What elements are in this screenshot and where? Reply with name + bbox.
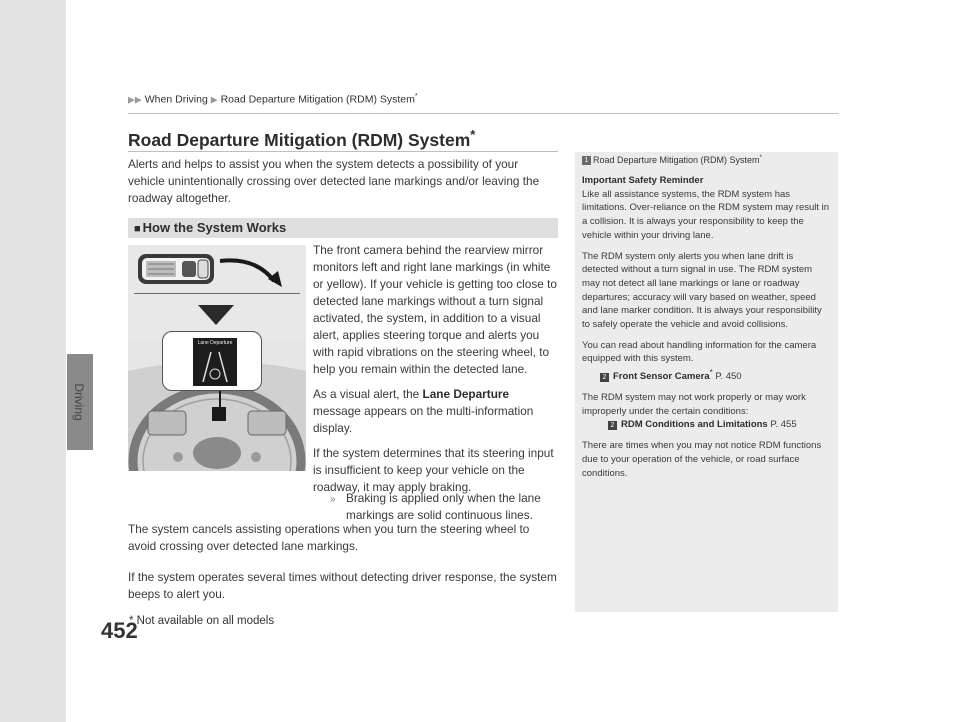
cancel-paragraph: The system cancels assisting operations when you turn the steering wheel to avoid crossing over detected lane markings.: [128, 522, 530, 553]
side-tab-label: Driving: [72, 383, 86, 421]
repeat-paragraph: If the system operates several times without detecting driver response, the system beeps to alert you.: [128, 570, 557, 601]
safety-reminder-text: Like all assistance systems, the RDM system has limitations. Over-reliance on the RDM system may result in a collision. It is always your responsibility to keep the vehicle within your driving lane.: [582, 188, 830, 241]
conditions-reference-paragraph: [582, 391, 832, 432]
side-note-body: [582, 174, 832, 487]
note-number-icon: 1: [582, 156, 591, 165]
multi-information-display-callout: [162, 331, 262, 391]
lane-departure-message: Lane Departure: [197, 340, 233, 346]
down-arrow-icon: [196, 303, 236, 327]
section-marker-icon: ■: [134, 223, 141, 235]
body-column: [313, 242, 559, 522]
reference-arrow-icon: 2: [600, 373, 609, 382]
visual-alert-text-a: As a visual alert, the: [313, 387, 423, 401]
header-divider: [128, 113, 838, 114]
body-paragraph-braking: If the system determines that its steering input is insufficient to keep your vehicle on the roadway, it may apply braking.: [313, 446, 554, 494]
footnote: * Not available on all models: [129, 615, 275, 627]
safety-reminder-title: Important Safety Reminder: [582, 175, 704, 186]
rdm-conditions-page: P. 455: [770, 419, 797, 431]
breadcrumb-arrow-icon: ▶▶: [128, 94, 142, 105]
section-title-text: How the System Works: [142, 220, 287, 235]
side-note-header: [582, 155, 762, 165]
front-sensor-camera-asterisk: *: [709, 368, 713, 378]
rdm-conditions-label: RDM Conditions and Limitations: [621, 419, 768, 431]
page-title-text: Road Departure Mitigation (RDM) System: [128, 129, 471, 150]
rdm-conditions-link[interactable]: [582, 418, 832, 432]
conditions-reference-text: The RDM system may not work properly or may work improperly under the certain conditions:: [582, 392, 806, 417]
display-screen: [193, 338, 237, 386]
visual-alert-text-b: message appears on the multi-information display.: [313, 404, 534, 435]
system-illustration: [128, 245, 306, 471]
front-sensor-camera-page: P. 450: [715, 371, 742, 383]
page-number: 452: [101, 618, 138, 643]
camera-reference-paragraph: [582, 339, 832, 384]
side-tab: [0, 0, 66, 722]
safety-reminder: [582, 174, 832, 243]
page-title-asterisk: *: [470, 127, 476, 142]
rdm-limitations-paragraph: The RDM system only alerts you when lane drift is detected without a turn signal in use. The RDM system may not detect all lane markings or lane or roadway departures; accuracy will vary based on weather, speed and lane marker condition. It is always your responsibility to safely operate the vehicle and avoid collisions.: [582, 250, 822, 331]
notice-paragraph: There are times when you may not notice RDM functions due to your operation of the vehicle, or road surface conditions.: [582, 440, 822, 479]
section-title: [134, 220, 286, 235]
body-paragraph-visual-alert: [313, 386, 559, 437]
breadcrumb-asterisk: *: [414, 93, 418, 100]
breadcrumb: [128, 93, 418, 106]
side-note-box: [575, 152, 838, 612]
page-title: [128, 127, 475, 151]
drift-arrow-icon: [216, 253, 286, 289]
front-sensor-camera-link[interactable]: [582, 366, 832, 384]
section-header: [128, 218, 558, 238]
breadcrumb-item-when-driving[interactable]: When Driving: [144, 93, 208, 106]
breadcrumb-separator-icon: ▶: [210, 94, 218, 105]
side-note-title: Road Departure Mitigation (RDM) System: [593, 155, 760, 165]
camera-reference-text: You can read about handling information for the camera equipped with this system.: [582, 339, 817, 365]
note-arrow-icon: »: [330, 494, 336, 505]
vehicle-top-view-icon: [136, 250, 218, 288]
intro-paragraph: Alerts and helps to assist you when the system detects a possibility of your vehicle unintentionally crossing over detected lane markings and/or leaving the roadway altogether.: [128, 157, 540, 205]
lane-departure-warning-icon: [193, 348, 237, 384]
reference-arrow-icon-2: 2: [608, 421, 617, 430]
title-divider: [128, 151, 558, 152]
braking-note-text: Braking is applied only when the lane markings are solid continuous lines.: [346, 491, 541, 522]
lane-marking-line: [134, 293, 300, 294]
breadcrumb-item-rdm[interactable]: Road Departure Mitigation (RDM) System: [220, 93, 415, 106]
braking-note: [313, 490, 559, 524]
lane-departure-term: Lane Departure: [422, 387, 510, 401]
side-note-asterisk: *: [759, 155, 762, 161]
body-paragraph-camera: The front camera behind the rearview mirror monitors left and right lane markings (in white or yellow). If your vehicle is getting too close to detected lane markings without a turn signal activated, the system, in addition to a visual alert, applies steering torque and alerts you with rapid vibrations on the steering wheel, to help you remain within the detected lane.: [313, 243, 557, 376]
front-sensor-camera-label: Front Sensor Camera: [613, 371, 710, 383]
